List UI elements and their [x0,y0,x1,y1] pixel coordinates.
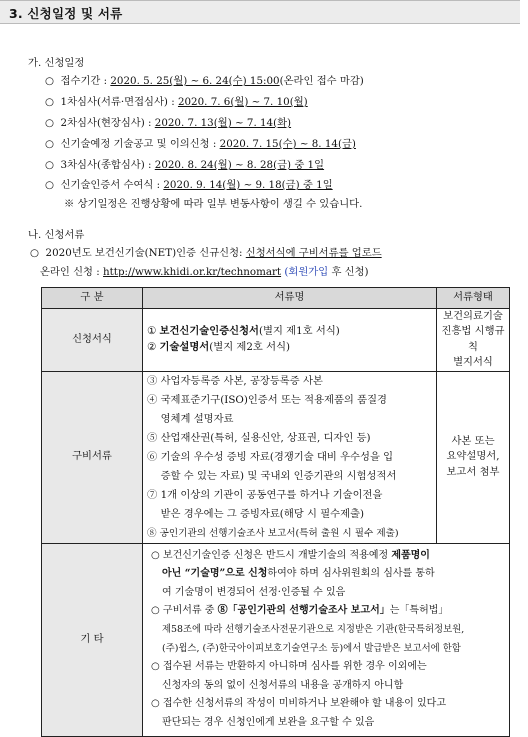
list-item: ① 보건신기술인증신청서(별지 제1호 서식) [147,325,340,338]
section-heading-text: 3. 신청일정 및 서류 [9,6,123,21]
table-row [42,543,510,736]
list-item-continued: 증할 수 있는 자료) 및 국내외 인증기관의 시험성적서 [160,469,397,482]
header-document-name: 서류명 [143,288,437,309]
note-item: ○ 접수된 서류는 반환하지 아니하며 심사를 위한 경우 이외에는 [151,661,427,673]
list-item: ⑥ 기술의 우수성 증빙 자료(경쟁기술 대비 우수성을 입 [147,450,394,463]
documents-intro: ○ 2020년도 보건신기술(NET)인증 신규신청: 신청서식에 구비서류를 업로드 [30,247,382,259]
note-item-continued: 아닌 “기술명”으로 신청하여야 하며 심사위원회의 심사를 통하 [162,568,435,580]
note-item: ○ 구비서류 중 ⑧「공인기관의 선행기술조사 보고서」는「특허법」 [151,605,449,617]
row-category: 구비서류 [42,371,143,543]
list-item: ⑧ 공인기관의 선행기술조사 보고서(특허 출원 시 필수 제출) [147,527,399,539]
member-join-text: (회원가입 [284,266,329,278]
row-category: 신청서식 [42,309,143,372]
table-row [42,309,510,372]
list-item: ④ 국제표준기구(ISO)인증서 또는 적용제품의 품질경 [147,393,387,406]
schedule-title: 가. 신청일정 [28,57,85,69]
table-row [42,371,510,543]
document-list [143,371,437,543]
online-url-link[interactable]: http://www.khidi.or.kr/technomart [103,266,282,278]
schedule-item: ○ 신기술예정 기술공고 및 이의신청 : 2020. 7. 15(수) ~ 8. 14(금) [45,138,356,150]
row-form: 보건의료기술 진흥법 시행규칙 별지서식 [437,309,510,372]
schedule-item: ○ 2차심사(현장심사) : 2020. 7. 13(월) ~ 7. 14(화) [45,117,292,129]
list-item: ② 기술설명서(별지 제2호 서식) [147,340,291,353]
notes-list [143,543,510,736]
list-item-continued: 받은 경우에는 그 증빙자료(해당 시 필수제출) [160,507,365,520]
table-header-row [42,288,510,309]
note-item-continued: 제58조에 따라 선행기술조사전문기관으로 지정받은 기관(한국특허정보원, [162,624,465,636]
schedule-item: ○ 신기술인증서 수여식 : 2020. 9. 14(월) ~ 9. 18(금) 중 1일 [45,179,333,191]
online-application: 온라인 신청 : http://www.khidi.or.kr/technomart (회원가입 후 신청) [40,266,369,278]
note-item-continued: 신청자의 동의 없이 신청서류의 내용을 공개하지 아니함 [162,679,404,691]
list-item: ③ 사업자등록증 사본, 공장등록증 사본 [147,374,323,387]
note-item-continued: 여 기술명이 변경되어 선정·인증될 수 있음 [162,586,346,598]
note-item: ○ 보건신기술인증 신청은 반드시 개발기술의 적용예정 제품명이 [151,549,430,561]
schedule-note: ※ 상기일정은 진행상황에 따라 일부 변동사항이 생길 수 있습니다. [64,198,363,210]
documents-table [41,287,510,737]
documents-title: 나. 신청서류 [28,229,85,241]
schedule-item: ○ 접수기간 : 2020. 5. 25(월) ~ 6. 24(수) 15:00(온라인 접수 마감) [45,75,364,87]
list-item-continued: 영체계 설명자료 [160,412,234,425]
note-item-continued: (주)윕스, (주)한국아이피보호기술연구소 등)에서 발급받은 보고서에 한함 [162,642,461,654]
row-form: 사본 또는 요약설명서, 보고서 첨부 [437,371,510,543]
section-heading [0,0,520,24]
document-list [143,309,437,372]
header-document-form: 서류형태 [437,288,510,309]
list-item: ⑤ 산업재산권(특허, 실용신안, 상표권, 디자인 등) [147,431,371,444]
row-category: 기 타 [42,543,143,736]
schedule-item: ○ 3차심사(종합심사) : 2020. 8. 24(월) ~ 8. 28(금) 중 1일 [45,159,325,171]
schedule-item: ○ 1차심사(서류·면접심사) : 2020. 7. 6(월) ~ 7. 10(월) [45,96,308,108]
header-category: 구 분 [42,288,143,309]
note-item-continued: 판단되는 경우 신청인에게 보완을 요구할 수 있음 [162,717,375,728]
note-item: ○ 접수한 신청서류의 작성이 미비하거나 보완해야 할 내용이 있다고 [151,698,446,710]
list-item: ⑦ 1개 이상의 기관이 공동연구를 하거나 기술이전을 [147,488,383,501]
